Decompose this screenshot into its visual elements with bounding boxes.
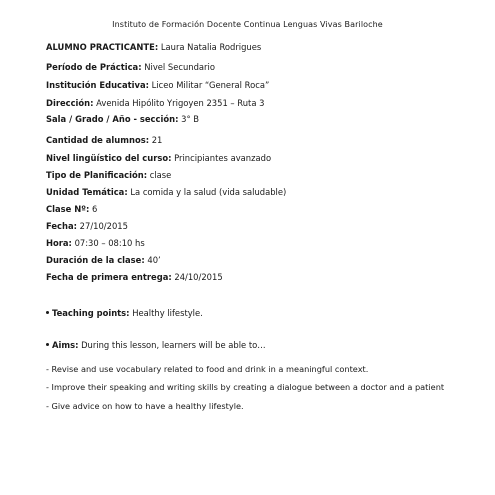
field-value: Principiantes avanzado bbox=[174, 153, 272, 163]
field-value: La comida y la salud (vida saludable) bbox=[130, 187, 287, 197]
aims-value: During this lesson, learners will be able to… bbox=[81, 340, 266, 350]
field-label: Unidad Temática: bbox=[46, 187, 128, 197]
field-label: Tipo de Planificación: bbox=[46, 170, 148, 180]
field-alumno-practicante bbox=[46, 42, 261, 52]
field-value: clase bbox=[149, 170, 172, 180]
field-unidad-tematica bbox=[46, 187, 286, 197]
teaching-points-value: Healthy lifestyle. bbox=[132, 308, 203, 318]
aims-item bbox=[46, 340, 266, 350]
field-value: Nivel Secundario bbox=[144, 62, 215, 72]
aims-list-item: - Improve their speaking and writing skills by creating a dialogue between a doctor and a patient bbox=[46, 382, 445, 392]
aims-list-item: - Give advice on how to have a healthy lifestyle. bbox=[46, 401, 244, 411]
field-label: Sala / Grado / Año - sección: bbox=[46, 114, 179, 124]
field-value: 27/10/2015 bbox=[79, 221, 128, 231]
field-label: Nivel lingüístico del curso: bbox=[46, 153, 172, 163]
field-value: Laura Natalia Rodrigues bbox=[160, 42, 262, 52]
field-value: 6 bbox=[92, 204, 98, 214]
field-value: 07:30 – 08:10 hs bbox=[74, 238, 145, 248]
bullet-icon bbox=[46, 311, 49, 314]
teaching-points-label: Teaching points: bbox=[52, 308, 130, 318]
field-label: Clase Nº: bbox=[46, 204, 90, 214]
field-value: Liceo Militar “General Roca” bbox=[151, 80, 270, 90]
field-clase-numero bbox=[46, 204, 97, 214]
field-value: 3° B bbox=[181, 114, 200, 124]
field-institucion bbox=[46, 80, 269, 90]
bullet-icon bbox=[46, 343, 49, 346]
field-sala-grado bbox=[46, 114, 199, 124]
field-nivel-linguistico bbox=[46, 153, 271, 163]
field-hora bbox=[46, 238, 145, 248]
field-label: Período de Práctica: bbox=[46, 62, 142, 72]
field-cantidad-alumnos bbox=[46, 135, 162, 145]
field-label: Hora: bbox=[46, 238, 72, 248]
aims-label: Aims: bbox=[52, 340, 79, 350]
field-label: Fecha de primera entrega: bbox=[46, 272, 172, 282]
teaching-points-item bbox=[46, 308, 203, 318]
field-value: 40’ bbox=[147, 255, 161, 265]
field-label: Institución Educativa: bbox=[46, 80, 149, 90]
field-label: Duración de la clase: bbox=[46, 255, 145, 265]
field-label: Fecha: bbox=[46, 221, 77, 231]
field-value: Avenida Hipólito Yrigoyen 2351 – Ruta 3 bbox=[96, 98, 265, 108]
aims-list-item: - Revise and use vocabulary related to food and drink in a meaningful context. bbox=[46, 364, 369, 374]
field-value: 21 bbox=[151, 135, 163, 145]
field-fecha-primera-entrega bbox=[46, 272, 223, 282]
field-label: Cantidad de alumnos: bbox=[46, 135, 150, 145]
field-fecha bbox=[46, 221, 128, 231]
field-label: Dirección: bbox=[46, 98, 94, 108]
field-label: ALUMNO PRACTICANTE: bbox=[46, 42, 159, 52]
field-direccion bbox=[46, 98, 264, 108]
field-periodo-practica bbox=[46, 62, 215, 72]
field-value: 24/10/2015 bbox=[174, 272, 223, 282]
institution-header: Instituto de Formación Docente Continua Lenguas Vivas Bariloche bbox=[112, 20, 383, 29]
field-tipo-planificacion bbox=[46, 170, 171, 180]
field-duracion bbox=[46, 255, 161, 265]
